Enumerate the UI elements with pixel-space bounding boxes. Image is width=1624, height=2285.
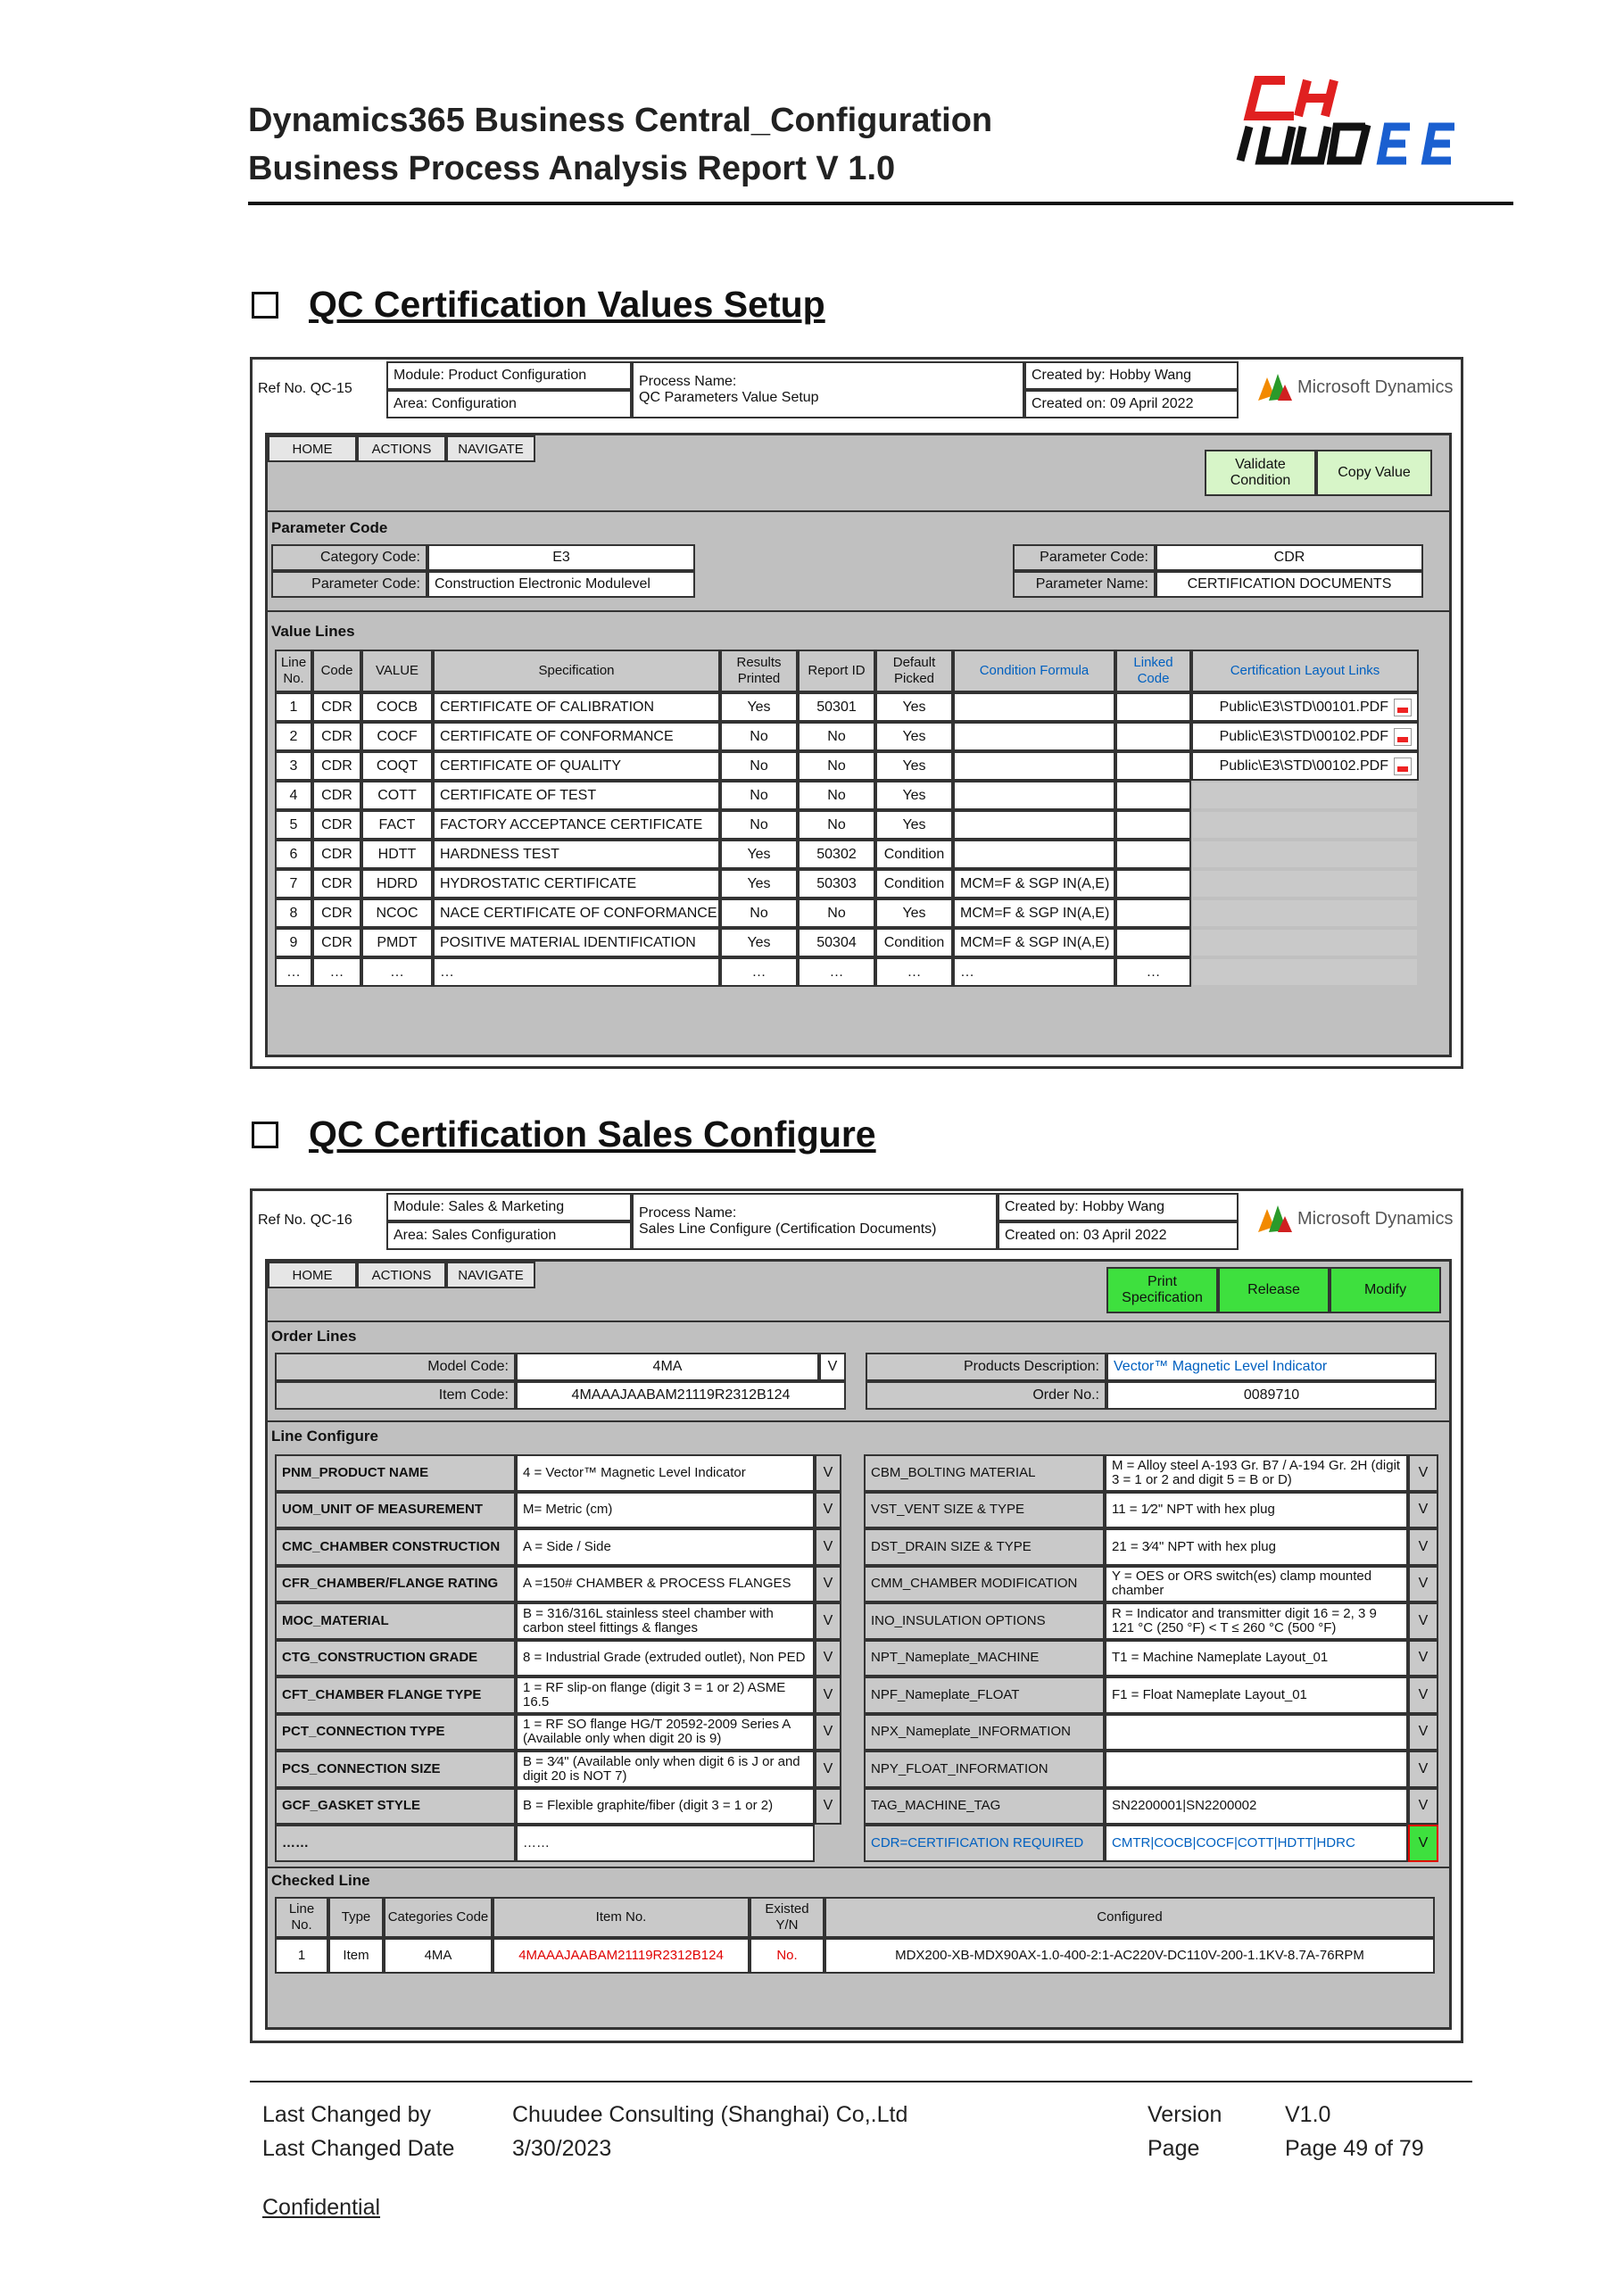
section-2-title-text: QC Certification Sales Configure [309, 1114, 876, 1155]
document-title [248, 96, 992, 193]
parameter-code-field-right[interactable]: CDR [1156, 544, 1423, 571]
section-2-title [252, 1114, 876, 1155]
table-cell[interactable] [953, 810, 1115, 840]
config-lookup-button[interactable]: V [815, 1788, 841, 1826]
table-cell[interactable] [1115, 810, 1191, 840]
config-field-value[interactable]: F1 = Float Nameplate Layout_01 [1105, 1676, 1408, 1714]
config-lookup-button[interactable]: V [1408, 1454, 1438, 1492]
table-cell: 4MAAAJAABAM21119R2312B124 [493, 1938, 750, 1974]
column-header: VALUE [361, 650, 433, 692]
config-field-label: CMC_CHAMBER CONSTRUCTION [275, 1528, 516, 1566]
table-cell[interactable]: … [798, 957, 875, 987]
column-header: Configured [824, 1897, 1435, 1938]
config-field-value[interactable]: 1 = RF SO flange HG/T 20592-2009 Series A (Available only when digit 20 is 9) [516, 1714, 815, 1751]
config-field-label: INO_INSULATION OPTIONS [864, 1602, 1105, 1640]
parameter-code-heading: Parameter Code [271, 519, 388, 536]
config-field-value[interactable]: 4 = Vector™ Magnetic Level Indicator [516, 1454, 815, 1492]
pdf-icon[interactable] [1394, 699, 1412, 716]
checked-line-table [275, 1897, 1435, 1977]
page-number: Page 49 of 79 [1285, 2136, 1424, 2161]
table-cell: … [312, 957, 361, 987]
process-label: Process Name: [639, 1205, 737, 1221]
title-line-1: Dynamics365 Business Central_Configuration [248, 102, 993, 139]
table-cell[interactable]: No [720, 722, 798, 751]
table-cell: NACE CERTIFICATE OF CONFORMANCE [433, 898, 720, 928]
layout-link[interactable]: Public\E3\STD\00102.PDF [1191, 722, 1419, 751]
column-header: Line No. [275, 1897, 328, 1938]
tab-navigate[interactable]: NAVIGATE [446, 1262, 535, 1288]
ms-dynamics-logo [1256, 1204, 1453, 1234]
model-code-lookup-button[interactable]: V [819, 1353, 846, 1381]
config-field-value[interactable]: 11 = 1⁄2" NPT with hex plug [1105, 1492, 1408, 1529]
config-field-value[interactable]: B = Flexible graphite/fiber (digit 3 = 1 or 2) [516, 1788, 815, 1826]
config-field-label: …… [275, 1825, 516, 1862]
table-cell[interactable]: 50301 [798, 692, 875, 722]
table-cell: 8 [275, 898, 312, 928]
area: Area: Configuration [386, 390, 632, 418]
config-field-label: NPY_FLOAT_INFORMATION [864, 1751, 1105, 1788]
config-lookup-button[interactable]: V [1408, 1788, 1438, 1826]
column-header: Specification [433, 650, 720, 692]
order-no-label: Order No.: [866, 1381, 1106, 1410]
config-field-label: VST_VENT SIZE & TYPE [864, 1492, 1105, 1529]
table-cell: 5 [275, 810, 312, 840]
table-cell[interactable]: Yes [720, 840, 798, 869]
section-1-title-text: QC Certification Values Setup [309, 284, 825, 325]
empty-cell [1191, 957, 1419, 987]
table-cell[interactable] [1115, 869, 1191, 898]
ms-logo-text: Microsoft Dynamics [1297, 1208, 1454, 1229]
table-cell: CERTIFICATE OF CONFORMANCE [433, 722, 720, 751]
process-name [632, 361, 1024, 418]
order-lines-heading: Order Lines [271, 1328, 357, 1345]
config-lookup-button[interactable]: V [815, 1751, 841, 1788]
table-cell[interactable]: 50304 [798, 928, 875, 957]
table-cell: FACTORY ACCEPTANCE CERTIFICATE [433, 810, 720, 840]
parameter-name-label: Parameter Name: [1013, 571, 1156, 598]
column-header: Categories Code [384, 1897, 493, 1938]
config-lookup-button[interactable]: V [815, 1566, 841, 1603]
validate-condition-button[interactable]: Validate Condition [1205, 450, 1316, 496]
tab-actions[interactable]: ACTIONS [357, 1262, 446, 1288]
config-field-label: PNM_PRODUCT NAME [275, 1454, 516, 1492]
table-cell: … [361, 957, 433, 987]
table-cell[interactable]: No [720, 751, 798, 781]
table-cell[interactable]: Yes [875, 781, 953, 810]
config-lookup-button[interactable]: V [815, 1640, 841, 1677]
table-cell: CDR [312, 781, 361, 810]
table-cell[interactable]: Yes [720, 869, 798, 898]
config-lookup-button[interactable]: V [1408, 1751, 1438, 1788]
modify-button[interactable]: Modify [1330, 1267, 1441, 1313]
module: Module: Sales & Marketing [386, 1193, 632, 1221]
layout-link[interactable]: Public\E3\STD\00102.PDF [1191, 751, 1419, 781]
table-cell: 4 [275, 781, 312, 810]
config-lookup-button[interactable]: V [1408, 1676, 1438, 1714]
table-cell[interactable]: Yes [875, 898, 953, 928]
config-field-value[interactable] [1105, 1751, 1408, 1788]
created-on: Created on: 09 April 2022 [1024, 390, 1239, 418]
config-lookup-button[interactable]: V [1408, 1602, 1438, 1640]
config-lookup-button[interactable]: V [815, 1676, 841, 1714]
table-cell[interactable]: Yes [720, 692, 798, 722]
tab-home[interactable]: HOME [268, 435, 357, 462]
column-header: Type [328, 1897, 384, 1938]
table-cell[interactable] [1115, 692, 1191, 722]
table-cell: HDRD [361, 869, 433, 898]
created-on: Created on: 03 April 2022 [998, 1221, 1239, 1250]
config-field-value[interactable]: M = Alloy steel A-193 Gr. B7 / A-194 Gr. 2H (digit 3 = 1 or 2 and digit 5 = B or D) [1105, 1454, 1408, 1492]
empty-cell [1191, 810, 1419, 840]
config-field-value[interactable]: SN2200001|SN2200002 [1105, 1788, 1408, 1826]
config-field-value[interactable]: …… [516, 1825, 815, 1862]
empty-cell [1191, 781, 1419, 810]
table-cell[interactable]: Yes [875, 722, 953, 751]
config-field-label: CFT_CHAMBER FLANGE TYPE [275, 1676, 516, 1714]
model-code-field[interactable]: 4MA [516, 1353, 819, 1381]
config-field-label: UOM_UNIT OF MEASUREMENT [275, 1492, 516, 1529]
column-header: Line No. [275, 650, 312, 692]
config-lookup-button[interactable]: V [815, 1492, 841, 1529]
tab-home[interactable]: HOME [268, 1262, 357, 1288]
last-changed-date: 3/30/2023 [512, 2136, 612, 2161]
config-field-value[interactable]: T1 = Machine Nameplate Layout_01 [1105, 1640, 1408, 1677]
confidential-label: Confidential [262, 2195, 381, 2220]
qc16-frame [250, 1188, 1463, 2043]
column-header: Existed Y/N [750, 1897, 824, 1938]
config-field-value[interactable]: R = Indicator and transmitter digit 16 = 2, 3 9 121 °C (250 °F) < T ≤ 260 °C (500 °F) [1105, 1602, 1408, 1640]
table-cell: COQT [361, 751, 433, 781]
tab-navigate[interactable]: NAVIGATE [446, 435, 535, 462]
table-cell[interactable]: No [798, 751, 875, 781]
parameter-code-field-left[interactable]: Construction Electronic Modulevel [427, 571, 695, 598]
table-cell: CDR [312, 810, 361, 840]
title-line-2: Business Process Analysis Report V 1.0 [248, 150, 896, 187]
config-lookup-button[interactable]: V [1408, 1640, 1438, 1677]
table-cell[interactable] [1115, 898, 1191, 928]
table-cell: … [433, 957, 720, 987]
empty-cell [1191, 840, 1419, 869]
print-specification-button[interactable]: Print Specification [1106, 1267, 1218, 1313]
table-cell: No. [750, 1938, 824, 1974]
config-field-label: NPX_Nameplate_INFORMATION [864, 1714, 1105, 1751]
tab-actions[interactable]: ACTIONS [357, 435, 446, 462]
config-lookup-button[interactable]: V [815, 1714, 841, 1751]
qc16-panel [265, 1259, 1452, 2030]
created-by: Created by: Hobby Wang [998, 1193, 1239, 1221]
table-cell: HDTT [361, 840, 433, 869]
column-header: Report ID [798, 650, 875, 692]
ref-no: Ref No. QC-15 [253, 360, 377, 418]
pdf-icon[interactable] [1394, 728, 1412, 746]
item-code-field[interactable]: 4MAAAJAABAM21119R2312B124 [516, 1381, 846, 1410]
config-lookup-button[interactable]: V [815, 1602, 841, 1640]
config-field-value[interactable] [1105, 1714, 1408, 1751]
table-cell[interactable]: No [720, 898, 798, 928]
dynamics-flag-icon [1256, 372, 1292, 402]
table-cell[interactable]: No [798, 898, 875, 928]
table-cell[interactable]: Yes [875, 751, 953, 781]
pdf-icon[interactable] [1394, 758, 1412, 775]
config-lookup-button[interactable]: V [1408, 1528, 1438, 1566]
table-cell[interactable]: Condition [875, 869, 953, 898]
config-field-label: CMM_CHAMBER MODIFICATION [864, 1566, 1105, 1603]
table-cell: MDX200-XB-MDX90AX-1.0-400-2:1-AC220V-DC110V-200-1.1KV-8.7A-76RPM [824, 1938, 1435, 1974]
copy-value-button[interactable]: Copy Value [1316, 450, 1432, 496]
config-field-value[interactable]: A =150# CHAMBER & PROCESS FLANGES [516, 1566, 815, 1603]
last-changed-by-label: Last Changed by [262, 2102, 432, 2127]
module: Module: Product Configuration [386, 361, 632, 390]
checkbox-icon [252, 1122, 278, 1148]
header-rule [248, 202, 1513, 205]
value-lines-table [275, 650, 1435, 989]
table-cell[interactable]: 50303 [798, 869, 875, 898]
process-name [632, 1193, 998, 1250]
config-field-label: CDR=CERTIFICATION REQUIRED [864, 1825, 1105, 1862]
table-cell: 1 [275, 692, 312, 722]
line-configure-grid [275, 1454, 1444, 1865]
checked-line-heading: Checked Line [271, 1872, 370, 1889]
table-cell[interactable]: No [798, 810, 875, 840]
item-code-label: Item Code: [275, 1381, 516, 1410]
table-cell[interactable]: No [720, 781, 798, 810]
created-by: Created by: Hobby Wang [1024, 361, 1239, 390]
line-configure-heading: Line Configure [271, 1428, 378, 1445]
config-field-value[interactable]: 1 = RF slip-on flange (digit 3 = 1 or 2) ASME 16.5 [516, 1676, 815, 1714]
config-lookup-button[interactable]: V [815, 1454, 841, 1492]
footer-rule [250, 2081, 1472, 2082]
table-cell[interactable] [953, 692, 1115, 722]
table-cell: 2 [275, 722, 312, 751]
table-cell: 3 [275, 751, 312, 781]
products-description-field[interactable]: Vector™ Magnetic Level Indicator [1106, 1353, 1437, 1381]
config-field-value[interactable]: 21 = 3⁄4" NPT with hex plug [1105, 1528, 1408, 1566]
ms-dynamics-logo [1256, 372, 1453, 402]
table-cell: CERTIFICATE OF QUALITY [433, 751, 720, 781]
config-field-value[interactable]: Y = OES or ORS switch(es) clamp mounted chamber [1105, 1566, 1408, 1603]
column-header: Certification Layout Links [1191, 650, 1419, 692]
config-lookup-button[interactable]: V [1408, 1714, 1438, 1751]
table-cell: COCF [361, 722, 433, 751]
config-field-label: CTG_CONSTRUCTION GRADE [275, 1640, 516, 1677]
config-field-value[interactable]: CMTR|COCB|COCF|COTT|HDTT|HDRC [1105, 1825, 1408, 1862]
table-cell[interactable]: Yes [720, 928, 798, 957]
table-cell: FACT [361, 810, 433, 840]
table-cell[interactable]: No [798, 722, 875, 751]
column-header: Code [312, 650, 361, 692]
table-cell: CDR [312, 722, 361, 751]
table-cell[interactable]: MCM=F & SGP IN(A,E) [953, 869, 1115, 898]
config-field-label: DST_DRAIN SIZE & TYPE [864, 1528, 1105, 1566]
table-cell: Item [328, 1938, 384, 1974]
table-cell: 1 [275, 1938, 328, 1974]
table-cell[interactable]: No [720, 810, 798, 840]
config-field-label: CBM_BOLTING MATERIAL [864, 1454, 1105, 1492]
table-cell[interactable] [953, 781, 1115, 810]
parameter-code-label-left: Parameter Code: [271, 571, 427, 598]
table-cell[interactable] [1115, 722, 1191, 751]
value-lines-heading: Value Lines [271, 623, 355, 640]
area: Area: Sales Configuration [386, 1221, 632, 1250]
ms-logo-text: Microsoft Dynamics [1297, 377, 1454, 397]
config-field-value[interactable]: M= Metric (cm) [516, 1492, 815, 1529]
table-cell[interactable]: … [875, 957, 953, 987]
layout-link[interactable]: Public\E3\STD\00101.PDF [1191, 692, 1419, 722]
table-cell[interactable]: … [720, 957, 798, 987]
table-cell: COCB [361, 692, 433, 722]
column-header: Linked Code [1115, 650, 1191, 692]
config-field-value[interactable]: 8 = Industrial Grade (extruded outlet), Non PED [516, 1640, 815, 1677]
dynamics-flag-icon [1256, 1204, 1292, 1234]
table-cell[interactable] [1115, 928, 1191, 957]
config-field-label: MOC_MATERIAL [275, 1602, 516, 1640]
table-cell[interactable] [1115, 781, 1191, 810]
config-field-label: GCF_GASKET STYLE [275, 1788, 516, 1826]
table-cell[interactable]: MCM=F & SGP IN(A,E) [953, 898, 1115, 928]
table-cell[interactable]: … [1115, 957, 1191, 987]
table-cell[interactable]: … [953, 957, 1115, 987]
table-cell: CDR [312, 869, 361, 898]
table-cell: POSITIVE MATERIAL IDENTIFICATION [433, 928, 720, 957]
parameter-code-label-right: Parameter Code: [1013, 544, 1156, 571]
category-code-field[interactable]: E3 [427, 544, 695, 571]
table-cell: HYDROSTATIC CERTIFICATE [433, 869, 720, 898]
config-field-value[interactable]: A = Side / Side [516, 1528, 815, 1566]
config-field-label: PCT_CONNECTION TYPE [275, 1714, 516, 1751]
config-field-value[interactable]: B = 316/316L stainless steel chamber with carbon steel fittings & flanges [516, 1602, 815, 1640]
table-cell[interactable] [1115, 840, 1191, 869]
table-cell: CDR [312, 898, 361, 928]
empty-cell [1191, 928, 1419, 957]
ref-no: Ref No. QC-16 [253, 1191, 377, 1250]
table-cell: CERTIFICATE OF CALIBRATION [433, 692, 720, 722]
table-cell: … [275, 957, 312, 987]
config-field-label: NPT_Nameplate_MACHINE [864, 1640, 1105, 1677]
config-lookup-button[interactable]: V [815, 1528, 841, 1566]
last-changed-date-label: Last Changed Date [262, 2136, 455, 2161]
table-cell: 6 [275, 840, 312, 869]
table-cell[interactable]: No [798, 781, 875, 810]
table-cell[interactable] [953, 751, 1115, 781]
column-header: Condition Formula [953, 650, 1115, 692]
table-cell[interactable] [953, 722, 1115, 751]
config-field-value[interactable]: B = 3⁄4" (Available only when digit 6 is J or and digit 20 is NOT 7) [516, 1751, 815, 1788]
table-cell: COTT [361, 781, 433, 810]
process-value: Sales Line Configure (Certification Documents) [639, 1221, 937, 1237]
config-field-label: PCS_CONNECTION SIZE [275, 1751, 516, 1788]
table-cell: CDR [312, 840, 361, 869]
table-cell[interactable] [1115, 751, 1191, 781]
config-lookup-button[interactable]: V [1408, 1492, 1438, 1529]
table-cell[interactable]: Yes [875, 810, 953, 840]
release-button[interactable]: Release [1218, 1267, 1330, 1313]
page-label: Page [1148, 2136, 1200, 2161]
version-value: V1.0 [1285, 2102, 1331, 2127]
column-header: Default Picked [875, 650, 953, 692]
qc15-frame [250, 357, 1463, 1069]
table-cell: 9 [275, 928, 312, 957]
section-1-title [252, 284, 825, 326]
empty-cell [1191, 898, 1419, 928]
table-cell: CERTIFICATE OF TEST [433, 781, 720, 810]
table-cell[interactable]: Yes [875, 692, 953, 722]
category-code-label: Category Code: [271, 544, 427, 571]
table-cell[interactable] [953, 840, 1115, 869]
chuudee-logo [1231, 71, 1490, 177]
table-cell: CDR [312, 692, 361, 722]
checkbox-icon [252, 292, 278, 319]
column-header: Item No. [493, 1897, 750, 1938]
table-cell: PMDT [361, 928, 433, 957]
table-cell: NCOC [361, 898, 433, 928]
table-cell: HARDNESS TEST [433, 840, 720, 869]
config-lookup-button[interactable]: V [1408, 1566, 1438, 1603]
config-lookup-button[interactable]: V [1408, 1825, 1438, 1862]
column-header: Results Printed [720, 650, 798, 692]
config-field-label: NPF_Nameplate_FLOAT [864, 1676, 1105, 1714]
products-description-label: Products Description: [866, 1353, 1106, 1381]
table-cell[interactable]: 50302 [798, 840, 875, 869]
version-label: Version [1148, 2102, 1222, 2127]
config-field-label: CFR_CHAMBER/FLANGE RATING [275, 1566, 516, 1603]
table-cell[interactable]: Condition [875, 840, 953, 869]
table-cell[interactable]: Condition [875, 928, 953, 957]
table-cell[interactable]: MCM=F & SGP IN(A,E) [953, 928, 1115, 957]
table-cell: CDR [312, 751, 361, 781]
empty-cell [1191, 869, 1419, 898]
qc15-panel [265, 433, 1452, 1057]
table-cell: 7 [275, 869, 312, 898]
company-name: Chuudee Consulting (Shanghai) Co,.Ltd [512, 2102, 908, 2127]
table-cell: 4MA [384, 1938, 493, 1974]
process-value: QC Parameters Value Setup [639, 390, 819, 405]
order-no-field[interactable]: 0089710 [1106, 1381, 1437, 1410]
process-label: Process Name: [639, 374, 737, 389]
config-field-label: TAG_MACHINE_TAG [864, 1788, 1105, 1826]
table-cell: CDR [312, 928, 361, 957]
parameter-name-field[interactable]: CERTIFICATION DOCUMENTS [1156, 571, 1423, 598]
model-code-label: Model Code: [275, 1353, 516, 1381]
